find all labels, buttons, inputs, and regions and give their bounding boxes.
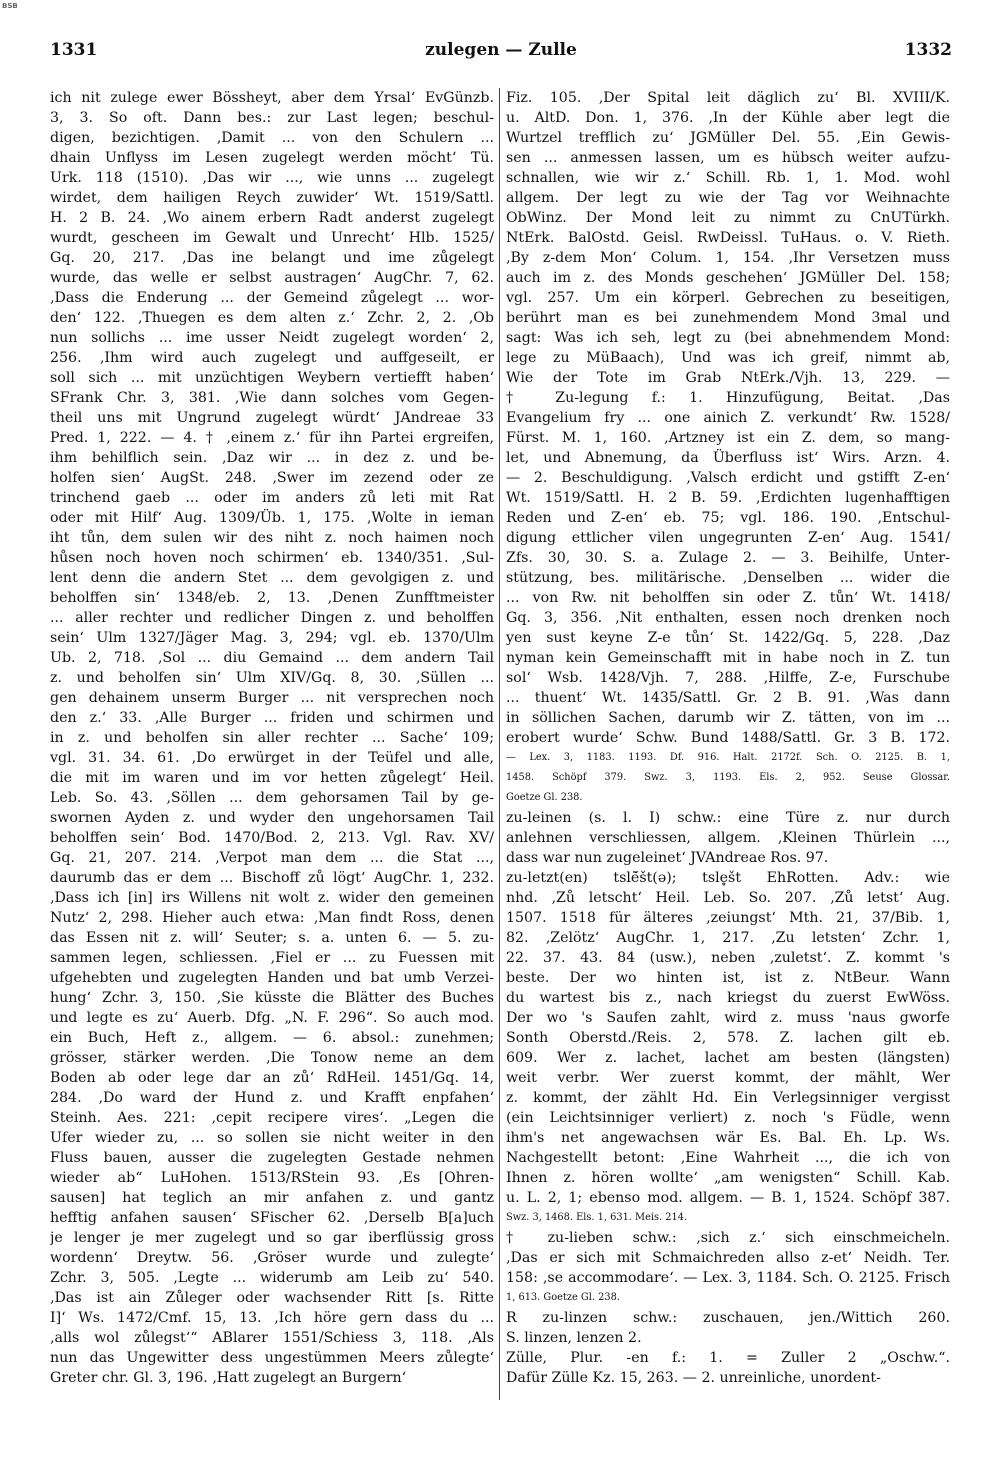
text-line: ObWinz. Der Mond leit zu nimmt zu CnUTürkh. [506, 210, 950, 226]
text-line: hung‘ Zchr. 3, 150. ‚Sie küsste die Blätter des Buches [50, 990, 494, 1006]
text-line: u. L. 2, 1; ebenso mod. allgem. — B. 1, 1524. Schöpf 387. [506, 1190, 950, 1206]
text-line: holfen sien‘ AugSt. 248. ‚Swer im zezend oder ze [50, 470, 494, 486]
text-line: anlehnen verschliessen, allgem. ‚Kleinen Thürlein ..., [506, 830, 950, 846]
text-line: sein‘ Ulm 1327/Jäger Mag. 3, 294; vgl. eb. 1370/Ulm [50, 630, 494, 646]
text-line: Steinh. Aes. 221: ‚cepit recipere vires‘. „Legen die [50, 1110, 494, 1126]
column-divider [499, 88, 500, 1400]
text-line: Wt. 1519/Sattl. H. 2 B. 59. ‚Erdichten lugenhafftigen [506, 490, 950, 506]
text-line: allgem. Der legt zu wie der Tag vor Weihnachte [506, 190, 950, 206]
text-line: und legte es zu‘ Auerb. Dfg. „N. F. 296“. So auch mod. [50, 1010, 494, 1026]
text-line: oder mit Hilf‘ Aug. 1309/Üb. 1, 175. ‚Wolte in ieman [50, 510, 494, 526]
text-line: ... thuent‘ Wt. 1435/Sattl. Gr. 2 B. 91. ‚Was dann [506, 690, 950, 706]
text-line: 256. ‚Ihm wird auch zugelegt und auffgeseilt, er [50, 350, 494, 366]
text-line: (ein Leichtsinniger verliert) z. noch 's Füdle, wenn [506, 1110, 950, 1126]
text-line: wirdet, dem hailigen Reych zuwider‘ Wt. 1519/Sattl. [50, 190, 494, 206]
text-line: Greter chr. Gl. 3, 196. ‚Hatt zugelegt an Burgern‘ [50, 1370, 407, 1386]
text-line: Evangelium fry ... one ainich Z. verkundt‘ Rw. 1528/ [506, 410, 950, 426]
text-line: Wie der Tote im Grab NtErk./Vjh. 13, 229. — [506, 370, 950, 386]
text-line: in z. und beholfen sin aller rechter ... Sache‘ 109; [50, 730, 494, 746]
text-line: vgl. 31. 34. 61. ‚Do erwürget in der Teüfel und alle, [50, 750, 494, 766]
text-line: yen sust keyne Z-e tůn‘ St. 1422/Gq. 5, 228. ‚Daz [506, 630, 950, 646]
text-line: berührt man es bei zunehmendem Mond 3mal und [506, 310, 950, 326]
running-header [50, 40, 952, 70]
text-line: Swz. 3, 1468. Els. 1, 631. Meis. 214. [506, 1212, 688, 1223]
text-line: Ihnen z. hören wollte‘ „am wenigsten“ Schill. Kab. [506, 1170, 950, 1186]
text-line: Zchr. 3, 505. ‚Legte ... widerumb am Leib zu‘ 540. [50, 1270, 494, 1286]
text-columns [50, 88, 952, 1453]
text-line: ‚Das ist ain Zůleger oder wachsender Ritt [s. Ritte [50, 1290, 494, 1306]
text-line: sausen] hat teglich an mir anfahen z. und gantz [50, 1190, 494, 1206]
text-line: Urk. 118 (1510). ‚Das wir ..., wie unns ... zugelegt [50, 170, 494, 186]
text-line: z. und beholfen sin‘ Ulm XIV/Gq. 8, 30. ‚Süllen ... [50, 670, 494, 686]
text-line: nun das Ungewitter dess ungestümmen Meers zůlegte‘ [50, 1350, 494, 1366]
text-line: Gq. 21, 207. 214. ‚Verpot man dem ... die Stat ..., [50, 850, 494, 866]
text-line: Zfs. 30, 30. S. a. Zulage 2. — 3. Beihilfe, Unter- [506, 550, 950, 566]
text-line: ihm behilflich sein. ‚Daz wir ... in dez z. und be- [50, 450, 494, 466]
text-line: ein Buch, Heft z., allgem. — 6. absol.: zunehmen; [50, 1030, 494, 1046]
text-line: Leb. So. 43. ‚Söllen ... dem gehorsamen Tail by ge- [50, 790, 494, 806]
text-line: iht tůn, dem sulen wir des niht z. noch haimen noch [50, 530, 494, 546]
text-line: das Essen nit z. will‘ Seuter; s. a. unten 6. — 5. zu- [50, 930, 494, 946]
text-line: Boden ab oder lege dar an zů‘ RdHeil. 1451/Gq. 14, [50, 1070, 494, 1086]
text-line: hůsen noch hoven noch schirmen‘ eb. 1340/351. ‚Sul- [50, 550, 494, 566]
text-line: zu-letzt(en) tslē̆št(ə); tsle̥št EhRotten. Adv.: wie [506, 870, 950, 886]
text-line: 609. Wer z. lachet, lachet am besten (längsten) [506, 1050, 950, 1066]
text-line: Nutz‘ 2, 298. Hieher auch etwa: ‚Man findt Ross, denen [50, 910, 494, 926]
text-line: 82. ‚Zelötz‘ AugChr. 1, 217. ‚Zu letsten‘ Zchr. 1, [506, 930, 950, 946]
text-line: NtErk. BalOstd. Geisl. RwDeissl. TuHaus. o. V. Rieth. [506, 230, 950, 246]
library-stamp: BSB [2, 2, 18, 10]
page-number-left: 1331 [50, 40, 98, 60]
text-line: den‘ 122. ‚Thuegen es dem alten z.‘ Zchr. 2, 2. ‚Ob [50, 310, 494, 326]
text-line: die mit im waren und im vor hetten zůgelegt‘ Heil. [50, 770, 494, 786]
text-line: Gq. 20, 217. ‚Das ine belangt und ime zůgelegt [50, 250, 494, 266]
text-line: wurdt, gescheen im Gewalt und Unrecht‘ Hlb. 1525/ [50, 230, 494, 246]
text-line: stützung, bes. militärische. ‚Denselben ... wider die [506, 570, 950, 586]
text-line: Ufer wieder zu, ... so sollen sie nicht weiter in den [50, 1130, 494, 1146]
text-line: nyman kein Gemeinschafft mit in habe noch in Z. tun [506, 650, 950, 666]
text-line: ihm's net angewachsen wär Es. Bal. Eh. Lp. Ws. [506, 1130, 950, 1146]
text-line: gen dehainem unserm Burger ... nit versprechen noch [50, 690, 494, 706]
text-line: † zu-lieben schw.: ‚sich z.‘ sich einschmeicheln. [506, 1230, 950, 1246]
text-line: Goetze Gl. 238. [506, 792, 583, 803]
text-line: Pred. 1, 222. — 4. † ‚einem z.‘ für ihn Partei ergreifen, [50, 430, 494, 446]
text-line: sen ... anmessen lassen, um es hübsch weiter aufzu- [506, 150, 950, 166]
text-line: 22. 37. 43. 84 (usw.), neben ‚zuletst‘. Z. kommt 's [506, 950, 950, 966]
text-line: Sonth Oberstd./Reis. 2, 578. Z. lachen gilt eb. [506, 1030, 950, 1046]
text-line: Ub. 2, 718. ‚Sol ... diu Gemaind ... dem andern Tail [50, 650, 494, 666]
text-line: hefftig anfahen sausen‘ SFischer 62. ‚Derselb B[a]uch [50, 1210, 494, 1226]
text-line: zu-leinen (s. l. I) schw.: eine Türe z. nur durch [506, 810, 950, 826]
text-line: nun sollichs ... ime usser Neidt zugelegt worden‘ 2, [50, 330, 494, 346]
text-line: wordenn‘ Dreytw. 56. ‚Gröser wurde und zulegte‘ [50, 1250, 494, 1266]
text-line: ‚Das er sich mit Schmaichreden allso z-et‘ Neidh. Ter. [506, 1250, 950, 1266]
text-line: den z.‘ 33. ‚Alle Burger ... friden und schirmen und [50, 710, 494, 726]
text-line: du wartest bis z., nach kriegst du zuerst EwWöss. [506, 990, 950, 1006]
text-line: u. AltD. Don. 1, 376. ‚In der Kühle aber legt die [506, 110, 950, 126]
text-line: in söllichen Sachen, darumb wir Z. tätten, von im ... [506, 710, 950, 726]
text-line: 3, 3. So oft. Dann bes.: zur Last legen; beschul- [50, 110, 494, 126]
text-line: let, und Abnemung, da Überfluss ist‘ Wirs. Arzn. 4. [506, 450, 950, 466]
text-line: ... von Rw. nit beholffen sin oder Z. tůn‘ Wt. 1418/ [506, 590, 950, 606]
text-line: theil uns mit Ungrund zugelegt würdt‘ JAndreae 33 [50, 410, 494, 426]
text-line: swornen Ayden z. und wyder den ungehorsamen Tail [50, 810, 494, 826]
text-line: vgl. 257. Um ein körperl. Gebrechen zu beseitigen, [506, 290, 950, 306]
text-line: beste. Der wo hinten ist, ist z. NtBeur. Wann [506, 970, 950, 986]
text-line: nhd. ‚Zů letscht‘ Heil. Leb. So. 207. ‚Zů letst‘ Aug. [506, 890, 950, 906]
text-line: Fürst. M. 1, 160. ‚Artzney ist ein Z. dem, so mang- [506, 430, 950, 446]
text-line: ich nit zulege ewer Bössheyt, aber dem Yrsal‘ EvGünzb. [50, 90, 494, 106]
text-line: ‚Dass ich [in] irs Willens nit wolt z. wider den gemeinen [50, 890, 494, 906]
text-line: Zülle, Plur. -en f.: 1. = Zuller 2 „Oschw.“. [506, 1350, 950, 1366]
text-line: lege zu MüBaach), Und was ich greif, nimmt ab, [506, 350, 950, 366]
text-line: digen, bezichtigen. ‚Damit ... von den Schulern ... [50, 130, 494, 146]
text-line: 158: ‚se accommodare‘. — Lex. 3, 1184. Sch. O. 2125. Frisch [506, 1270, 950, 1286]
text-line: R zu-linzen schw.: zuschauen, jen./Wittich 260. [506, 1310, 950, 1326]
text-line: soll sich ... mit unzüchtigen Weybern vertiefft haben‘ [50, 370, 494, 386]
text-line: ‚alls wol zůlegst‘“ ABlarer 1551/Schiess 3, 118. ‚Als [50, 1330, 494, 1346]
text-line: Reden und Z-en‘ eb. 75; vgl. 186. 190. ‚Entschul- [506, 510, 950, 526]
text-line: grösser, stärker werden. ‚Die Tonow neme an dem [50, 1050, 494, 1066]
text-line: trinchend gaeb ... oder im anders zů leti mit Rat [50, 490, 494, 506]
text-line: 1458. Schöpf 379. Swz. 3, 1193. Els. 2, 952. Seuse Glossar. [506, 772, 950, 783]
text-line: — 2. Beschuldigung. ‚Valsch erdicht und gstifft Z-en‘ [506, 470, 950, 486]
text-line: auch im z. des Monds geschehen‘ JGMüller Del. 158; [506, 270, 950, 286]
text-line: Nachgestellt betont: ‚Eine Wahrheit ..., die ich von [506, 1150, 950, 1166]
text-line: S. linzen, lenzen 2. [506, 1330, 642, 1346]
text-line: 1, 613. Goetze Gl. 238. [506, 1292, 620, 1303]
text-line: wurde, das welle er selbst austragen‘ AugChr. 7, 62. [50, 270, 494, 286]
text-line: sammen legen, schliessen. ‚Fiel er ... zu Fuessen mit [50, 950, 494, 966]
text-line: Wurtzel trefflich zu‘ JGMüller Del. 55. ‚Ein Gewis- [506, 130, 950, 146]
text-line: H. 2 B. 24. ‚Wo ainem erbern Radt anderst zugelegt [50, 210, 494, 226]
text-line: 284. ‚Do ward der Hund z. und Krafft enpfahen‘ [50, 1090, 494, 1106]
text-line: ... aller rechter und redlicher Dingen z. und beholffen [50, 610, 494, 626]
text-line: daurumb das er dem ... Bischoff zů lögt‘ AugChr. 1, 232. [50, 870, 494, 886]
text-line: Dafür Zülle Kz. 15, 263. — 2. unreinliche, unordent- [506, 1370, 881, 1386]
text-line: dass war nun zugeleinet‘ JVAndreae Ros. 97. [506, 850, 829, 866]
text-line: ufgehebten und zugelegten Handen und bat umb Verzei- [50, 970, 494, 986]
text-line: beholffen sin‘ 1348/eb. 2, 13. ‚Denen Zunfftmeister [50, 590, 494, 606]
text-line: je lenger je mer zugelegt und so gar iberflüssig gross [50, 1230, 494, 1246]
text-line: schnallen, wie wir z.‘ Schill. Rb. 1, 1. Mod. wohl [506, 170, 950, 186]
text-line: 1507. 1518 für älteres ‚zeiungst‘ Mth. 21, 37/Bib. 1, [506, 910, 950, 926]
page-number-right: 1332 [904, 40, 952, 60]
text-line: — Lex. 3, 1183. 1193. Df. 916. Halt. 2172f. Sch. O. 2125. B. 1, [506, 752, 950, 763]
text-line: digung ettlicher vilen ungegrunten Z-en‘ Aug. 1541/ [506, 530, 950, 546]
text-line: erobert wurde‘ Schw. Bund 1488/Sattl. Gr. 3 B. 172. [506, 730, 950, 746]
text-line: dhain Unflyss im Lesen zugelegt werden möcht‘ Tü. [50, 150, 494, 166]
text-line: Fluss bauen, ausser die zugelegten Gestade nehmen [50, 1150, 494, 1166]
left-column [50, 88, 494, 1388]
running-headword: zulegen — Zulle [425, 40, 577, 60]
text-line: ‚Dass die Enderung ... der Gemeind zůgelegt ... wor- [50, 290, 494, 306]
text-line: † Zu-legung f.: 1. Hinzufügung, Beitat. ‚Das [506, 390, 950, 406]
text-line: z. kommt, der zählt Hd. Ein Verlegsinniger vergisst [506, 1090, 950, 1106]
text-line: sol‘ Wsb. 1428/Vjh. 7, 288. ‚Hilffe, Z-e, Furschube [506, 670, 950, 686]
text-line: ‚By z-dem Mon‘ Colum. 1, 154. ‚Ihr Versetzen muss [506, 250, 950, 266]
text-line: wieder ab“ LuHohen. 1513/RStein 93. ‚Es [Ohren- [50, 1170, 494, 1186]
text-line: lent denn die andern Stet ... dem gevolgigen z. und [50, 570, 494, 586]
text-line: Der wo 's Saufen zahlt, wird z. muss 'naus gworfe [506, 1010, 950, 1026]
text-line: Fiz. 105. ‚Der Spital leit däglich zu‘ Bl. XVIII/K. [506, 90, 950, 106]
text-line: sagt: Was ich seh, legt zu (bei abnehmendem Mond: [506, 330, 950, 346]
right-column [506, 88, 950, 1388]
text-line: Gq. 3, 356. ‚Nit enthalten, essen noch drenken noch [506, 610, 950, 626]
text-line: SFrank Chr. 3, 381. ‚Wie dann solches vom Gegen- [50, 390, 494, 406]
text-line: weit verbr. Wer zuerst kommt, der mählt, Wer [506, 1070, 950, 1086]
text-line: I]‘ Ws. 1472/Cmf. 15, 13. ‚Ich höre gern dass du ... [50, 1310, 494, 1326]
text-line: beholffen sein‘ Bod. 1470/Bod. 2, 213. Vgl. Rav. XV/ [50, 830, 494, 846]
